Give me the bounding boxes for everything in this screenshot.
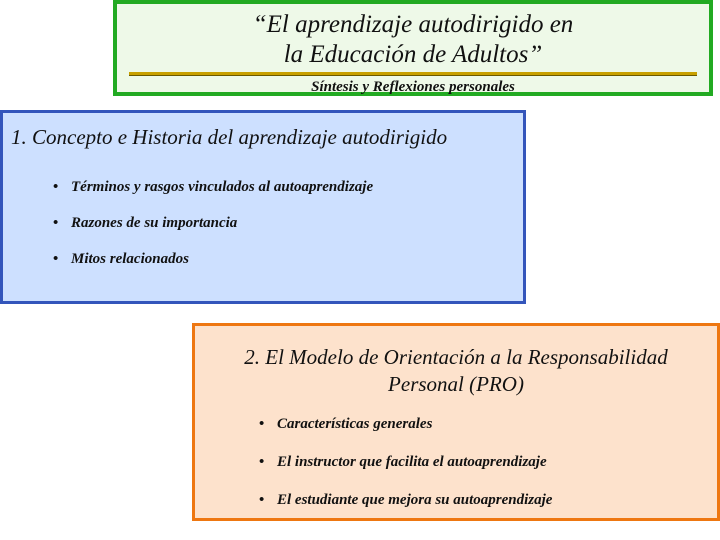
slide-title: “El aprendizaje autodirigido en la Educación de Adultos”	[252, 11, 574, 68]
list-item-text: Términos y rasgos vinculados al autoaprendizaje	[71, 179, 374, 195]
bullet-icon: •	[259, 416, 265, 432]
section-1-box	[0, 110, 526, 304]
bullet-icon: •	[53, 215, 59, 231]
list-item	[53, 177, 373, 213]
bullet-icon: •	[259, 492, 265, 508]
list-item	[53, 249, 373, 285]
section-2-box	[192, 323, 720, 521]
bullet-icon: •	[53, 179, 59, 195]
list-item	[259, 414, 552, 452]
title-box	[113, 0, 713, 96]
bullet-icon: •	[53, 251, 59, 267]
list-item-text: El estudiante que mejora su autoaprendizaje	[277, 492, 553, 508]
list-item-text: Mitos relacionados	[71, 251, 189, 267]
slide-subtitle: Síntesis y Reflexiones personales	[311, 79, 515, 95]
section-1-list	[53, 177, 373, 285]
section-1-heading: 1. Concepto e Historia del aprendizaje autodirigido	[11, 125, 448, 149]
section-2-list	[259, 414, 552, 528]
list-item-text: El instructor que facilita el autoaprendizaje	[277, 454, 547, 470]
list-item-text: Características generales	[277, 416, 433, 432]
bullet-icon: •	[259, 454, 265, 470]
list-item	[259, 490, 552, 528]
title-divider	[129, 72, 697, 76]
list-item	[259, 452, 552, 490]
section-2-heading: 2. El Modelo de Orientación a la Responsabilidad Personal (PRO)	[244, 345, 668, 396]
list-item-text: Razones de su importancia	[71, 215, 238, 231]
list-item	[53, 213, 373, 249]
